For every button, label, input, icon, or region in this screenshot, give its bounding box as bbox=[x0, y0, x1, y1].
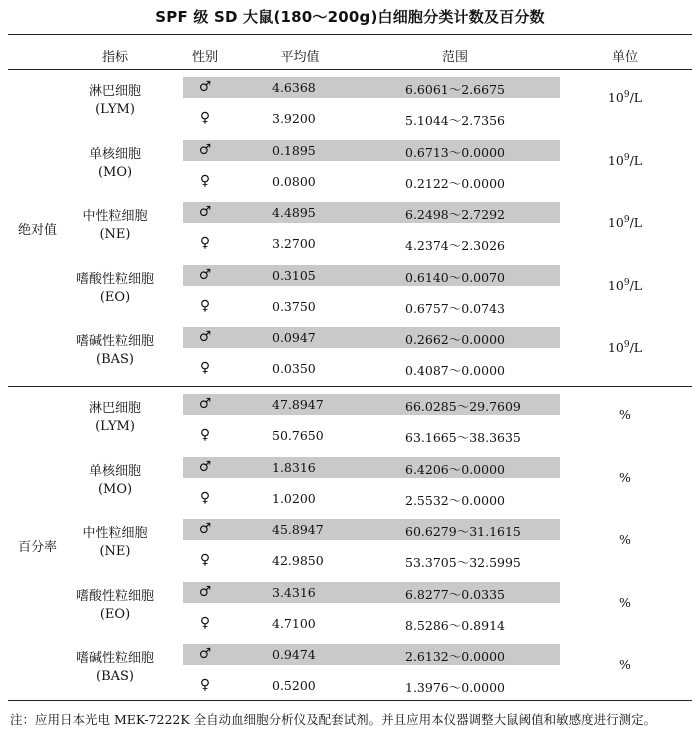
unit-tail: /L bbox=[629, 277, 643, 293]
unit-tail: /L bbox=[629, 215, 643, 231]
range-value: 0.6713～0.0000 bbox=[405, 144, 505, 160]
female-symbol: ♀ bbox=[199, 360, 211, 376]
indicator-cell bbox=[60, 271, 170, 307]
indicator-cell bbox=[60, 463, 170, 499]
unit-cell bbox=[580, 153, 670, 168]
mean-value: 3.4316 bbox=[272, 584, 316, 600]
indicator-name: 淋巴细胞 bbox=[88, 401, 141, 416]
female-symbol: ♀ bbox=[199, 235, 211, 251]
unit-tail: /L bbox=[629, 152, 643, 168]
male-symbol: ♂ bbox=[198, 141, 212, 158]
indicator-abbr: (NE) bbox=[99, 227, 131, 242]
mean-value: 47.8947 bbox=[272, 397, 324, 412]
table-title: SPF 级 SD 大鼠(180～200g)白细胞分类计数及百分数 bbox=[155, 8, 545, 26]
range-value: 6.4206～0.0000 bbox=[405, 461, 505, 477]
range-value: 60.6279～31.1615 bbox=[405, 524, 521, 539]
range-value: 6.6061～2.6675 bbox=[405, 82, 505, 97]
unit-text: % bbox=[619, 469, 631, 485]
indicator-name: 嗜碱性粒细胞 bbox=[75, 334, 154, 349]
male-symbol: ♂ bbox=[198, 458, 212, 475]
group-label: 百分率 bbox=[18, 540, 58, 556]
indicator-abbr: (BAS) bbox=[96, 669, 134, 684]
unit-text: % bbox=[619, 532, 631, 547]
indicator-abbr: (MO) bbox=[97, 481, 133, 497]
unit-tail: /L bbox=[629, 340, 643, 356]
female-symbol: ♀ bbox=[199, 297, 211, 314]
range-value: 1.3976～0.0000 bbox=[405, 680, 505, 695]
unit-cell bbox=[580, 340, 670, 355]
unit-exponent: 9 bbox=[623, 215, 630, 225]
mean-value: 0.5200 bbox=[272, 678, 316, 693]
unit-base: 10 bbox=[607, 152, 624, 168]
header-range: 范围 bbox=[441, 50, 468, 65]
male-symbol: ♂ bbox=[198, 646, 212, 662]
indicator-name: 嗜酸性粒细胞 bbox=[75, 271, 154, 287]
indicator-name: 单核细胞 bbox=[88, 463, 141, 479]
indicator-abbr: (MO) bbox=[97, 164, 133, 180]
header-rule bbox=[8, 69, 692, 70]
mean-value: 0.0350 bbox=[272, 361, 316, 376]
group-divider bbox=[8, 386, 692, 387]
unit-cell bbox=[580, 278, 670, 293]
male-symbol: ♂ bbox=[198, 396, 212, 412]
range-value: 8.5286～0.8914 bbox=[405, 617, 505, 633]
female-symbol: ♀ bbox=[199, 172, 211, 189]
mean-value: 4.6368 bbox=[272, 80, 316, 95]
range-value: 0.6757～0.0743 bbox=[405, 300, 505, 316]
mean-value: 0.1895 bbox=[272, 142, 316, 158]
unit-cell bbox=[580, 532, 670, 547]
top-rule bbox=[8, 34, 692, 35]
mean-value: 4.4895 bbox=[272, 205, 316, 220]
mean-value: 3.2700 bbox=[272, 236, 316, 251]
range-value: 0.6140～0.0070 bbox=[405, 269, 505, 285]
mean-value: 4.7100 bbox=[272, 615, 316, 631]
unit-exponent: 9 bbox=[623, 152, 630, 163]
indicator-cell bbox=[60, 333, 170, 369]
mean-value: 1.8316 bbox=[272, 459, 316, 475]
mean-value: 0.3750 bbox=[272, 298, 316, 314]
range-value: 0.2122～0.0000 bbox=[405, 175, 505, 191]
indicator-name: 中性粒细胞 bbox=[82, 209, 148, 224]
female-symbol: ♀ bbox=[199, 427, 211, 443]
indicator-name: 单核细胞 bbox=[88, 146, 141, 162]
indicator-cell bbox=[60, 588, 170, 624]
unit-base: 10 bbox=[607, 215, 624, 231]
unit-exponent: 9 bbox=[623, 340, 630, 350]
range-value: 66.0285～29.7609 bbox=[405, 399, 521, 414]
unit-base: 10 bbox=[607, 340, 624, 356]
indicator-abbr: (EO) bbox=[99, 606, 131, 622]
unit-text: % bbox=[619, 594, 631, 610]
male-symbol: ♂ bbox=[198, 329, 212, 345]
female-symbol: ♀ bbox=[199, 552, 211, 568]
range-value: 63.1665～38.3635 bbox=[405, 430, 521, 445]
header-sex: 性别 bbox=[191, 50, 218, 65]
mean-value: 3.9200 bbox=[272, 111, 316, 126]
female-symbol: ♀ bbox=[199, 677, 211, 693]
footnote: 注：应用日本光电 MEK-7222K 全自动血细胞分析仪及配套试剂。并且应用本仪器调整大鼠阈值和敏感度进行测定。 bbox=[10, 712, 657, 727]
unit-cell bbox=[580, 595, 670, 610]
mean-value: 50.7650 bbox=[272, 428, 324, 443]
mean-value: 1.0200 bbox=[272, 490, 316, 506]
unit-cell bbox=[580, 90, 670, 105]
indicator-cell bbox=[60, 208, 170, 244]
indicator-abbr: (BAS) bbox=[96, 352, 134, 367]
range-value: 5.1044～2.7356 bbox=[405, 113, 505, 128]
female-symbol: ♀ bbox=[199, 110, 211, 126]
mean-value: 0.3105 bbox=[272, 267, 316, 283]
indicator-cell bbox=[60, 400, 170, 436]
range-value: 53.3705～32.5995 bbox=[405, 555, 521, 570]
indicator-cell bbox=[60, 83, 170, 119]
indicator-name: 嗜酸性粒细胞 bbox=[75, 588, 154, 604]
unit-cell bbox=[580, 657, 670, 672]
unit-cell bbox=[580, 215, 670, 230]
indicator-cell bbox=[60, 650, 170, 686]
header-unit: 单位 bbox=[611, 50, 638, 65]
range-value: 6.2498～2.7292 bbox=[405, 207, 505, 222]
range-value: 0.4087～0.0000 bbox=[405, 363, 505, 378]
header-mean: 平均值 bbox=[280, 50, 320, 65]
unit-text: % bbox=[619, 407, 631, 422]
male-symbol: ♂ bbox=[198, 266, 212, 283]
range-value: 2.6132～0.0000 bbox=[405, 649, 505, 664]
mean-value: 0.9474 bbox=[272, 647, 316, 662]
male-symbol: ♂ bbox=[198, 521, 212, 537]
unit-cell bbox=[580, 407, 670, 422]
indicator-cell bbox=[60, 525, 170, 561]
unit-exponent: 9 bbox=[623, 90, 630, 100]
mean-value: 0.0800 bbox=[272, 173, 316, 189]
indicator-cell bbox=[60, 146, 170, 182]
mean-value: 42.9850 bbox=[272, 553, 324, 568]
indicator-name: 中性粒细胞 bbox=[82, 526, 148, 541]
female-symbol: ♀ bbox=[199, 489, 211, 506]
mean-value: 0.0947 bbox=[272, 330, 316, 345]
range-value: 6.8277～0.0335 bbox=[405, 586, 505, 602]
unit-tail: /L bbox=[629, 90, 643, 106]
male-symbol: ♂ bbox=[198, 204, 212, 220]
unit-base: 10 bbox=[607, 277, 624, 293]
bottom-rule bbox=[8, 700, 692, 701]
indicator-abbr: (LYM) bbox=[95, 102, 135, 117]
group-label: 绝对值 bbox=[18, 223, 58, 239]
female-symbol: ♀ bbox=[199, 614, 211, 631]
header-indicator: 指标 bbox=[101, 50, 128, 65]
indicator-name: 嗜碱性粒细胞 bbox=[75, 651, 154, 666]
range-value: 2.5532～0.0000 bbox=[405, 492, 505, 508]
mean-value: 45.8947 bbox=[272, 522, 324, 537]
unit-cell bbox=[580, 470, 670, 485]
indicator-abbr: (NE) bbox=[99, 544, 131, 559]
range-value: 4.2374～2.3026 bbox=[405, 238, 505, 253]
indicator-name: 淋巴细胞 bbox=[88, 84, 141, 99]
unit-base: 10 bbox=[607, 90, 624, 106]
male-symbol: ♂ bbox=[198, 583, 212, 600]
unit-text: % bbox=[619, 657, 631, 672]
range-value: 0.2662～0.0000 bbox=[405, 332, 505, 347]
male-symbol: ♂ bbox=[198, 79, 212, 95]
unit-exponent: 9 bbox=[623, 277, 630, 288]
indicator-abbr: (EO) bbox=[99, 289, 131, 305]
indicator-abbr: (LYM) bbox=[95, 419, 135, 434]
